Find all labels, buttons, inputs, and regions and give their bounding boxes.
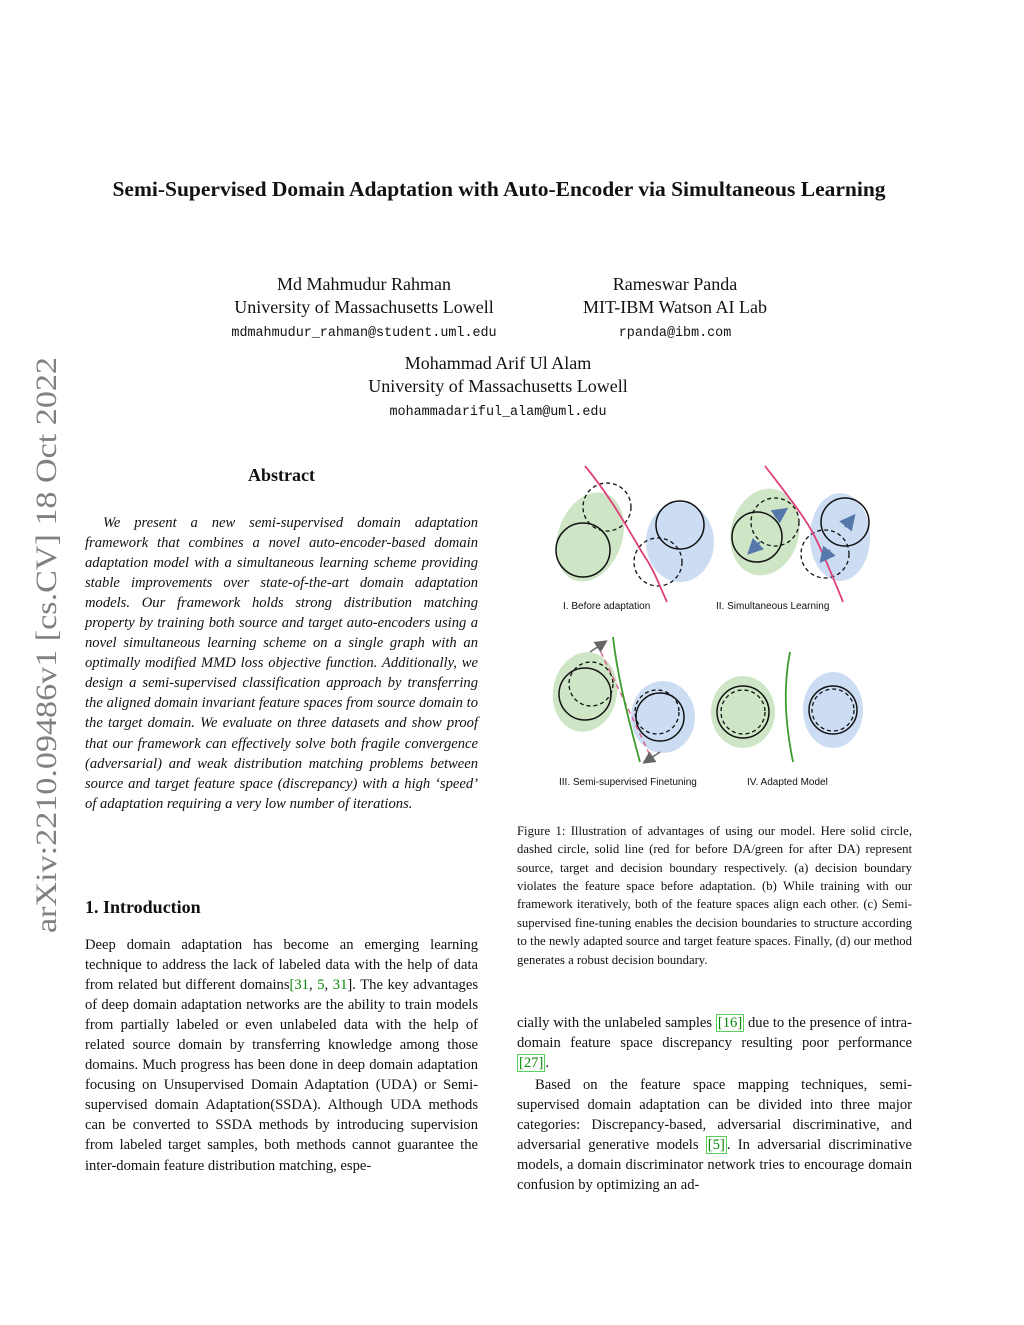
author-block-3 — [330, 352, 666, 424]
column2-paragraph-1: cially with the unlabeled samples [16] due to the presence of intra-domain feature space discrepancy resulting poor performance [27] . — [517, 1015, 912, 1072]
paper-title: Semi-Supervised Domain Adaptation with Auto-Encoder via Simultaneous Learning — [112, 177, 886, 201]
citation[interactable]: [16] — [717, 1015, 743, 1031]
panel-adapted-model — [711, 652, 863, 788]
author-name: Md Mahmudur Rahman — [277, 274, 451, 294]
panel-label: II. Simultaneous Learning — [716, 601, 830, 612]
shift-arrow — [590, 642, 605, 652]
citation[interactable]: 5 — [317, 977, 325, 994]
citation[interactable]: [31 — [289, 977, 309, 994]
author-block-1 — [210, 273, 518, 345]
panel-label: III. Semi-supervised Finetuning — [559, 777, 697, 788]
author-name: Rameswar Panda — [612, 274, 738, 294]
target-domain-blob — [631, 681, 695, 753]
decision-boundary-green — [786, 652, 793, 762]
panel-label: I. Before adaptation — [563, 601, 651, 612]
figure-1 — [545, 462, 895, 792]
abstract-heading: Abstract — [248, 465, 315, 485]
citation[interactable]: 31 — [332, 977, 348, 994]
introduction-paragraph-1: Deep domain adaptation has become an emerging learning technique to address the lack of labeled data with the help of data from related but different domains[31, 5, 31]. The key advantages of deep domain adaptation networks are the ability to train models from partially labeled or even unlabeled data with the help of related source domain by transferring knowledge among those domains. Much progress has been done in deep domain adaptation focusing on Unsupervised Domain Adaptation (UDA) or Semi-supervised domain Adaptation(SSDA). Although UDA methods can be converted to SSDA methods by introducing supervision from labeled target samples, both methods cannot guarantee the inter-domain feature distribution matching, espe- — [85, 937, 479, 1174]
author-affiliation: MIT-IBM Watson AI Lab — [582, 297, 768, 317]
citation[interactable]: [27] — [519, 1055, 544, 1072]
panel-label: IV. Adapted Model — [747, 777, 828, 788]
author-block-2 — [560, 273, 790, 345]
intro-text: Deep domain adaptation has become an emerging learning technique to address the lack of labeled data with the help of data from related but different domains — [85, 937, 478, 994]
panel-before-adaptation — [545, 466, 714, 612]
intro-text: . The key advantages of deep domain adaptation networks are the ability to train models from partially labeled or even unlabeled data with the help of related source domain by transferring knowledge among those domains. Much progress has been done in deep domain adaptation focusing on Unsupervised Domain Adaptation (UDA) or Semi-supervised domain Adaptation(SSDA). Although UDA methods can be converted to SSDA methods by introducing supervision from labeled target samples, both methods cannot guarantee the inter-domain feature distribution matching, espe- — [85, 977, 479, 1174]
author-email: rpanda@ibm.com — [618, 326, 732, 341]
author-email: mohammadariful_alam@uml.edu — [389, 405, 607, 420]
figure-caption: Figure 1: Illustration of advantages of using our model. Here solid circle, dashed circle, solid line (red for before DA/green for after DA) represent source, target and decision boundary respectively. (a) decision boundary violates the feature space before adaptation. (b) While training with our framework iteratively, both of the feature spaces align each other. (c) Semi-supervised fine-tuning enables the decision boundaries to structure according to the newly adapted source and target feature spaces. Finally, (d) our method generates a robust decision boundary. — [517, 823, 912, 967]
introduction-heading: 1. Introduction — [85, 897, 201, 917]
author-affiliation: University of Massachusetts Lowell — [234, 297, 494, 317]
arxiv-identifier — [22, 355, 66, 935]
target-domain-blob — [810, 493, 870, 581]
arxiv-identifier-text: arXiv:2210.09486v1 [cs.CV] 18 Oct 2022 — [30, 426, 63, 933]
abstract-text: We present a new semi-supervised domain adaptation framework that combines a novel auto-encoder-based domain adaptation model with a simultaneous learning scheme providing stable improvements over state-of-the-art domain adaptation models. Our framework holds strong distribution matching property by training both source and target auto-encoders using a novel simultaneous learning scheme on a single graph with an optimally modified MMD loss objective function. Additionally, we design a semi-supervised classification approach by transferring the aligned domain invariant feature spaces from source domain to the target domain. We evaluate on three datasets and show proof that our framework can effectively solve both fragile convergence (adversarial) and weak distribution matching problems between source and target feature space (discrepancy) with a high ‘speed’ of adaptation requiring a very low number of iterations. — [85, 515, 478, 812]
author-email: mdmahmudur_rahman@student.uml.edu — [231, 326, 497, 341]
panel-simultaneous-learning — [716, 466, 870, 612]
panel-semi-supervised-finetuning — [547, 637, 697, 788]
author-affiliation: University of Massachusetts Lowell — [368, 376, 628, 396]
column2-paragraph-2: Based on the feature space mapping techniques, semi-supervised domain adaptation can be divided into three major categories: Discrepancy-based, adversarial discriminative, and adversarial generative models [5] . In adversarial discriminative models, a domain discriminator network tries to encourage domain confusion by optimizing an ad- — [517, 1077, 912, 1194]
citation[interactable]: [5] — [707, 1137, 725, 1154]
author-name: Mohammad Arif Ul Alam — [404, 353, 592, 373]
source-domain-blob — [721, 481, 809, 584]
